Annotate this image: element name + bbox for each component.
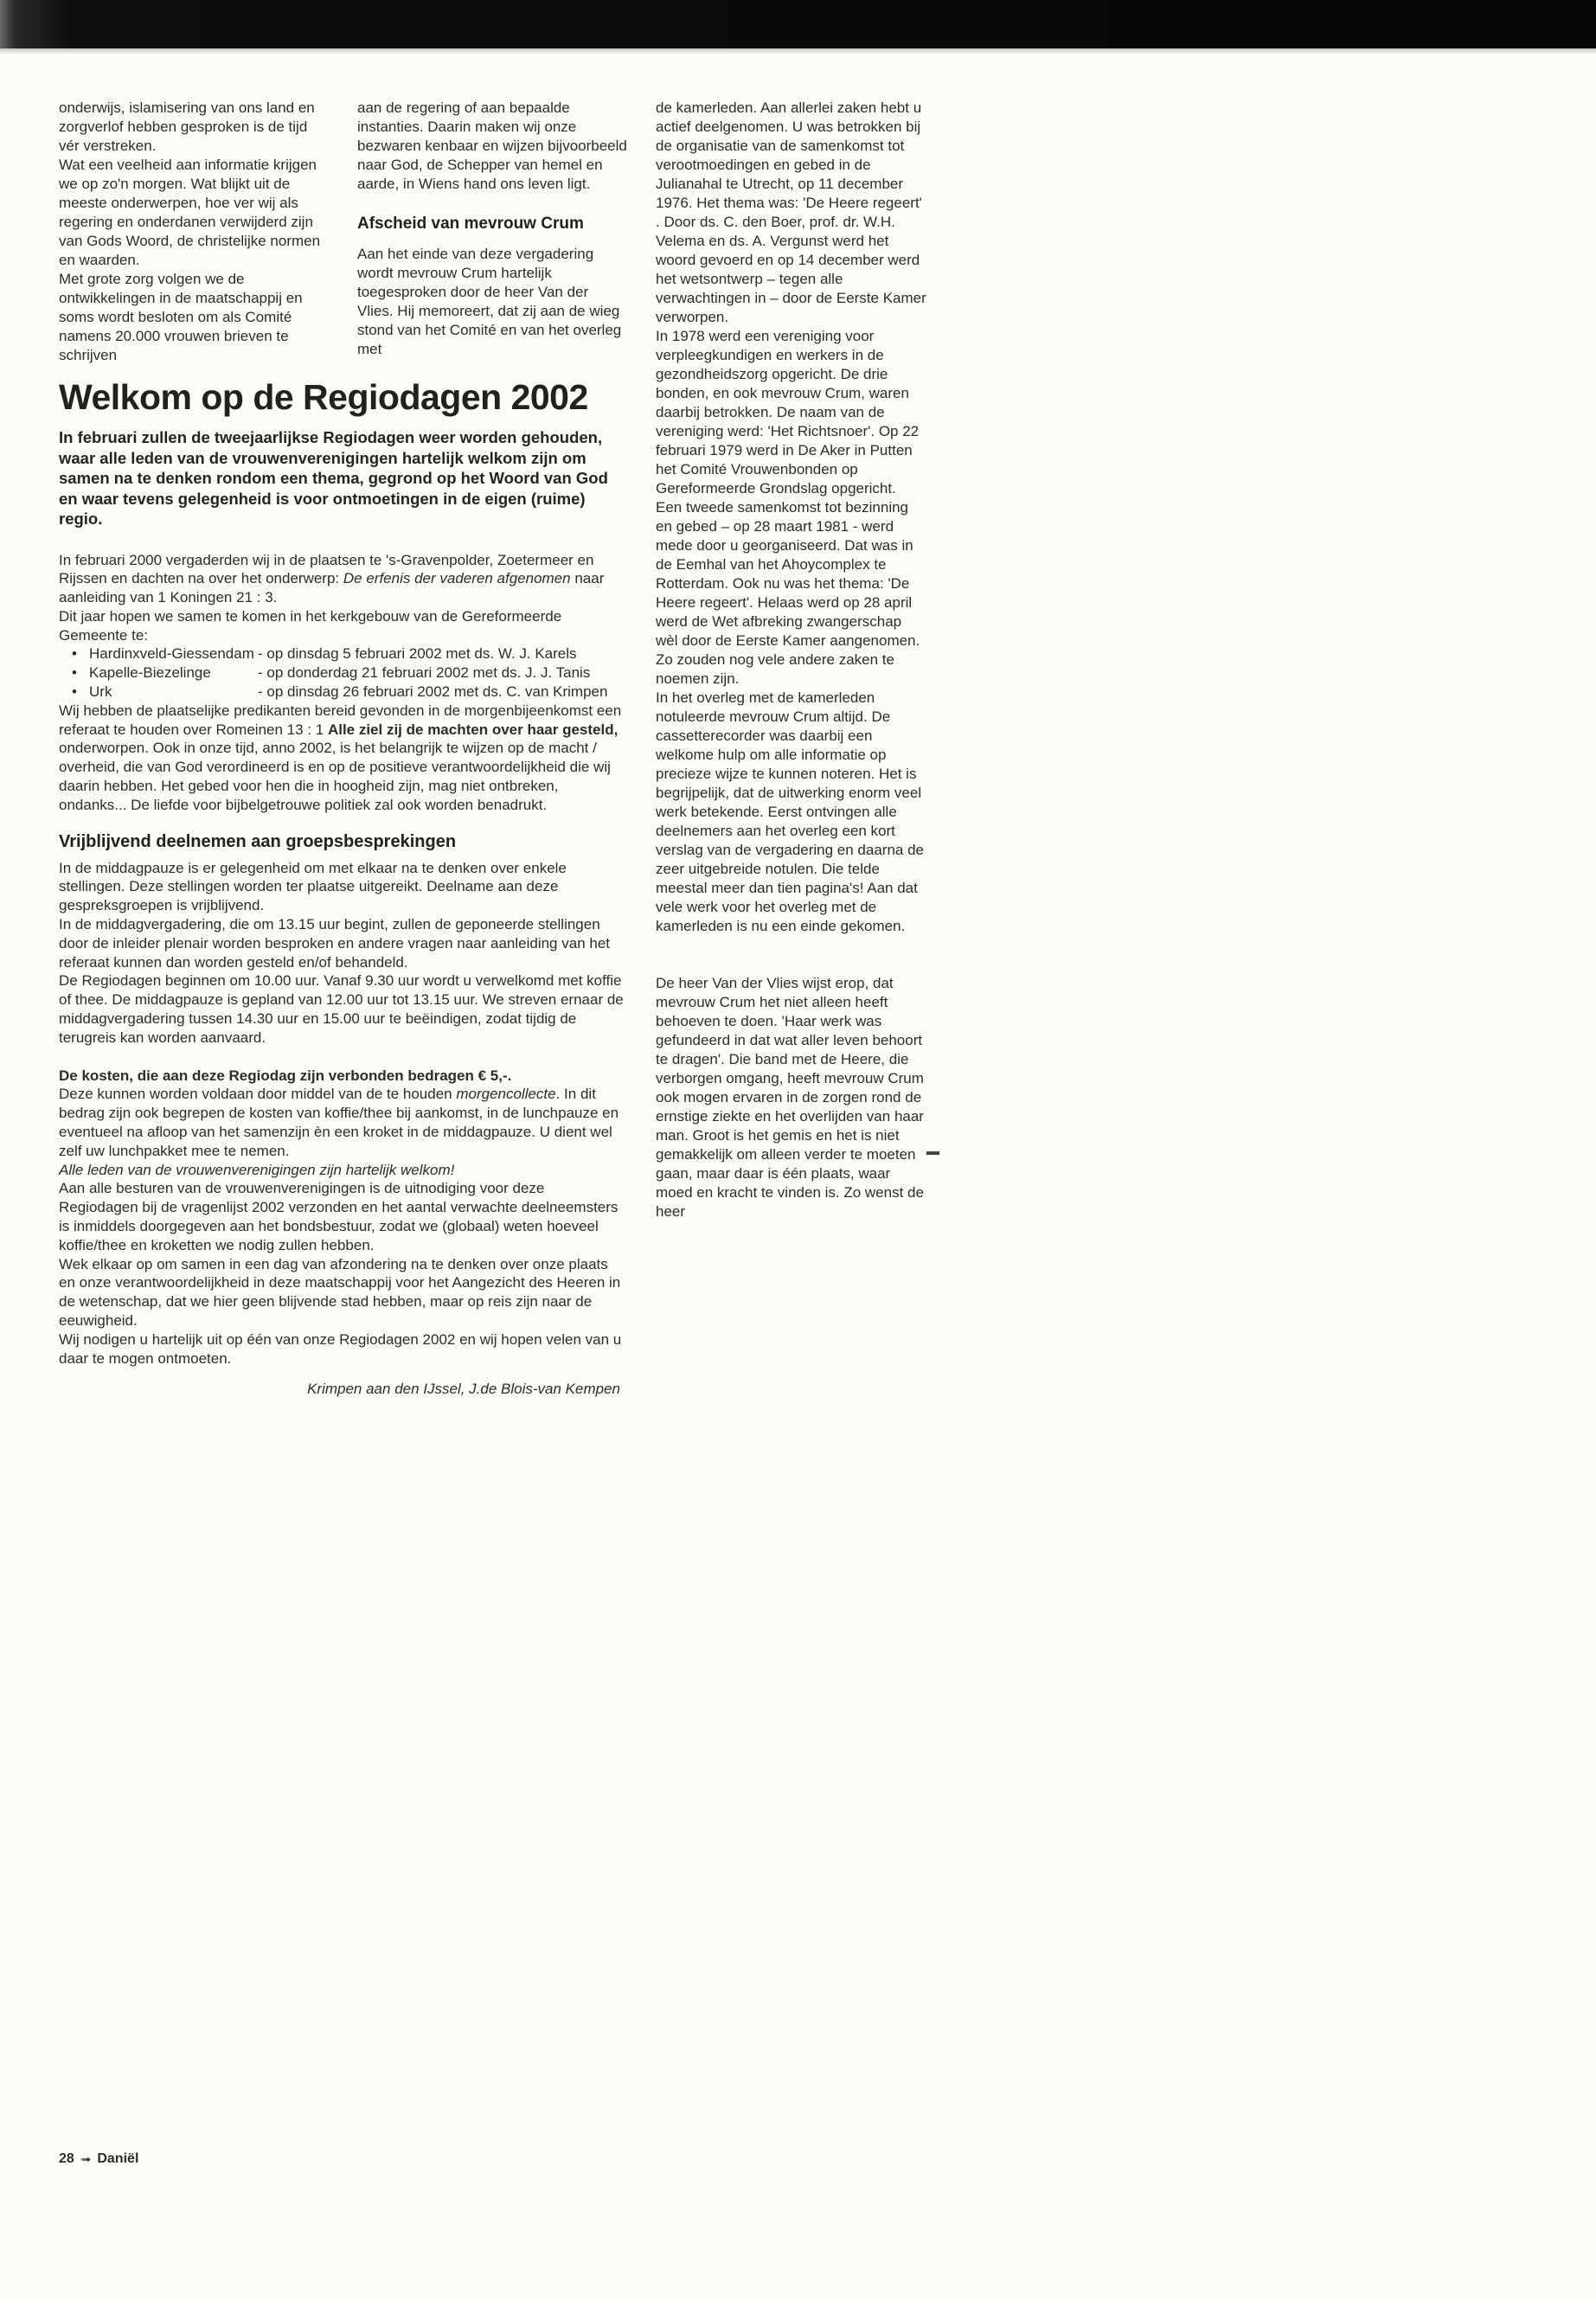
paragraph: Aan het einde van deze vergadering wordt mevrouw Crum hartelijk toegesproken door de heer Van der Vlies. Hij memoreert, dat zij aan de wieg stond van het Comité en van het overleg met [357, 246, 622, 357]
article-signature: Krimpen aan den IJssel, J.de Blois-van Kempen [307, 1381, 620, 1398]
right-column [656, 99, 927, 1221]
article-body-bottom [59, 859, 625, 1400]
main-article [59, 377, 625, 1399]
page-number: 28 [59, 2151, 74, 2166]
scan-mark [926, 1151, 939, 1155]
magazine-name: Daniël [97, 2151, 139, 2166]
list-item-detail: - op dinsdag 5 februari 2002 met ds. W. J. Karels [258, 645, 577, 663]
paragraph: De heer Van der Vlies wijst erop, dat mevrouw Crum het niet alleen heeft behoeven te doen. 'Haar werk was gefundeerd in dat wat aller leven behoort te dragen'. Die band met de Heere, die verborgen omgang, heeft mevrouw Crum ook mogen ervaren in de zorgen rond de ernstige ziekte en het overlijden van haar man. Groot is het gemis en het is niet gemakkelijk om alleen verder te moeten gaan, maar daar is één plaats, waar moed en kracht te vinden is. Zo wenst de heer [656, 975, 924, 1220]
list-item-detail: - op dinsdag 26 februari 2002 met ds. C. van Krimpen [258, 683, 608, 701]
list-item [59, 644, 625, 663]
costs-heading: De kosten, die aan deze Regiodag zijn verbonden bedragen € 5,-. [59, 1067, 512, 1084]
section-heading-afscheid: Afscheid van mevrouw Crum [357, 215, 584, 233]
paragraph: In de middagvergadering, die om 13.15 uur begint, zullen de geponeerde stellingen door de inleider plenair worden besproken en andere vragen naar aanleiding van het referaat kunnen dan worden gesteld en/of behandeld. [59, 916, 611, 971]
article-body-top [59, 551, 625, 815]
paragraph: Deze kunnen worden voldaan door middel van de te houden morgencollecte. In dit bedrag zijn ook begrepen de kosten van koffie/thee bij aankomst, in de lunchpauze en eventueel na afloop van het samenzijn èn een kroket in de middagpauze. U dient wel zelf uw lunchpakket mee te nemen. [59, 1086, 619, 1159]
paragraph: Wij hebben de plaatselijke predikanten bereid gevonden in de morgenbijeenkomst een referaat te houden over Romeinen 13 : 1 Alle ziel zij de machten over haar gesteld, onderworpen. Ook in onze tijd, anno 2002, is het belangrijk te wijzen op de macht / overheid, die van God verordineerd is en op de positieve verantwoordelijkheid die wij daarin hebben. Het gebed voor hen die in hoogheid zijn, mag niet ontbreken, ondanks... De liefde voor bijbelgetrouwe politiek zal ook worden benadrukt. [59, 702, 622, 813]
bullet-icon: • [72, 683, 77, 701]
paragraph: De Regiodagen beginnen om 10.00 uur. Vanaf 9.30 uur wordt u verwelkomd met koffie of thee. De middagpauze is gepland van 12.00 uur tot 13.15 uur. We streven ernaar de middagvergadering tussen 14.30 uur en 15.00 uur te beëindigen, zodat tijdig de terugreis kan worden aanvaard. [59, 972, 624, 1046]
paragraph: Wek elkaar op om samen in een dag van afzondering na te denken over onze plaats en onze verantwoordelijkheid in deze maatschappij voor het Aangezicht des Heeren in de wetenschap, dat we hier geen blijvende stad hebben, maar op reis zijn naar de eeuwigheid. [59, 1255, 621, 1329]
paragraph: In de middagpauze is er gelegenheid om met elkaar na te denken over enkele stellingen. Deze stellingen worden ter plaatse uitgereikt. Deelname aan deze gespreksgroepen is vrijblijvend. [59, 859, 567, 914]
paragraph: In februari 2000 vergaderden wij in de plaatsen te 's-Gravenpolder, Zoetermeer en Rijssen en dachten na over het onderwerp: De erfenis der vaderen afgenomen naar aanleiding van 1 Koningen 21 : 3. [59, 551, 605, 606]
paragraph: In het overleg met de kamerleden notuleerde mevrouw Crum altijd. De cassetterecorder was daarbij een welkome hulp om alle informatie op precieze wijze te kunnen noteren. Het is begrijpelijk, dat de uitwerking enorm veel werk betekende. Eerst ontvingen alle deelnemers aan het overleg een kort verslag van de vergadering en daarna de zeer uitgebreide notulen. Die telde meestal meer dan tien pagina's! Aan dat vele werk voor het overleg met de kamerleden is nu een einde gekomen. [656, 689, 924, 934]
article-lead: In februari zullen de tweejaarlijkse Regiodagen weer worden gehouden, waar alle leden van de vrouwenverenigingen hartelijk welkom zijn om samen na te denken rondom een thema, gegrond op het Woord van God en waar tevens gelegenheid is voor ontmoetingen in de eigen (ruime) regio. [59, 428, 608, 528]
list-item-place: Urk [89, 683, 112, 701]
list-item-place: Hardinxveld-Giessendam [89, 645, 254, 663]
paragraph: Dit jaar hopen we samen te komen in het kerkgebouw van de Gereformeerde Gemeente te: [59, 607, 562, 644]
paragraph: Een tweede samenkomst tot bezinning en gebed – op 28 maart 1981 - werd mede door u georganiseerd. Dat was in de Eemhal van het Ahoycomplex te Rotterdam. Ook nu was het thema: 'De Heere regeert'. Helaas werd op 28 april werd de Wet afbreking zwangerschap wèl door de Eerste Kamer aangenomen. Zo zouden nog vele andere zaken te noemen zijn. [656, 499, 920, 687]
top-middle-column [357, 99, 627, 359]
top-left-column [59, 99, 329, 365]
paragraph: In 1978 werd een vereniging voor verpleegkundigen en werkers in de gezondheidszorg opgericht. De drie bonden, en ook mevrouw Crum, waren daarbij betrokken. De naam van de vereniging werd: 'Het Richtsnoer'. Op 22 februari 1979 werd in De Aker in Putten het Comité Vrouwenbonden op Gereformeerde Grondslag opgericht. [656, 328, 920, 497]
article-title: Welkom op de Regiodagen 2002 [59, 377, 588, 417]
paragraph: Wij nodigen u hartelijk uit op één van onze Regiodagen 2002 en wij hopen velen van u daar te mogen ontmoeten. [59, 1330, 622, 1367]
list-item [59, 683, 625, 702]
paragraph: Aan alle besturen van de vrouwenverenigingen is de uitnodiging voor deze Regiodagen bij de vragenlijst 2002 verzonden en het aantal verwachte deelneemsters is inmiddels doorgegeven aan het bondsbestuur, zodat we (globaal) weten hoeveel koffie/thee en kroketten we nodig zullen hebben. [59, 1180, 619, 1253]
page-footer [59, 2151, 138, 2167]
arrow-icon: ➟ [80, 2152, 92, 2167]
paragraph: de kamerleden. Aan allerlei zaken hebt u actief deelgenomen. U was betrokken bij de organisatie van de samenkomst tot verootmoedingen en gebed in de Julianahal te Utrecht, op 11 december 1976. Het thema was: 'De Heere regeert' . Door ds. C. den Boer, prof. dr. W.H. Velema en ds. A. Vergunst werd het woord gevoerd en op 14 december werd het wetsontwerp – tegen alle verwachtingen in – door de Eerste Kamer verworpen. [656, 99, 926, 325]
paragraph: onderwijs, islamisering van ons land en zorgverlof hebben gesproken is de tijd vér verstreken. [59, 99, 315, 154]
paragraph: aan de regering of aan bepaalde instanties. Daarin maken wij onze bezwaren kenbaar en wijzen bijvoorbeeld naar God, de Schepper van hemel en aarde, in Wiens hand ons leven ligt. [357, 99, 627, 192]
article-subheading: Vrijblijvend deelnemen aan groepsbesprekingen [59, 831, 457, 851]
list-item [59, 663, 625, 683]
scan-edge-top [0, 0, 1596, 48]
paragraph: Wat een veelheid aan informatie krijgen we op zo'n morgen. Wat blijkt uit de meeste onderwerpen, hoe ver wij als regering en onderdanen verwijderd zijn van Gods Woord, de christelijke normen en waarden. [59, 157, 321, 268]
bullet-icon: • [72, 645, 77, 663]
list-item-place: Kapelle-Biezelinge [89, 664, 211, 682]
regiodagen-list [59, 644, 625, 701]
bullet-icon: • [72, 664, 77, 682]
paragraph: Met grote zorg volgen we de ontwikkelingen in de maatschappij en soms wordt besloten om als Comité namens 20.000 vrouwen brieven te schrijven [59, 271, 303, 363]
list-item-detail: - op donderdag 21 februari 2002 met ds. J. J. Tanis [258, 664, 591, 682]
welcome-line: Alle leden van de vrouwenverenigingen zijn hartelijk welkom! [59, 1161, 455, 1178]
